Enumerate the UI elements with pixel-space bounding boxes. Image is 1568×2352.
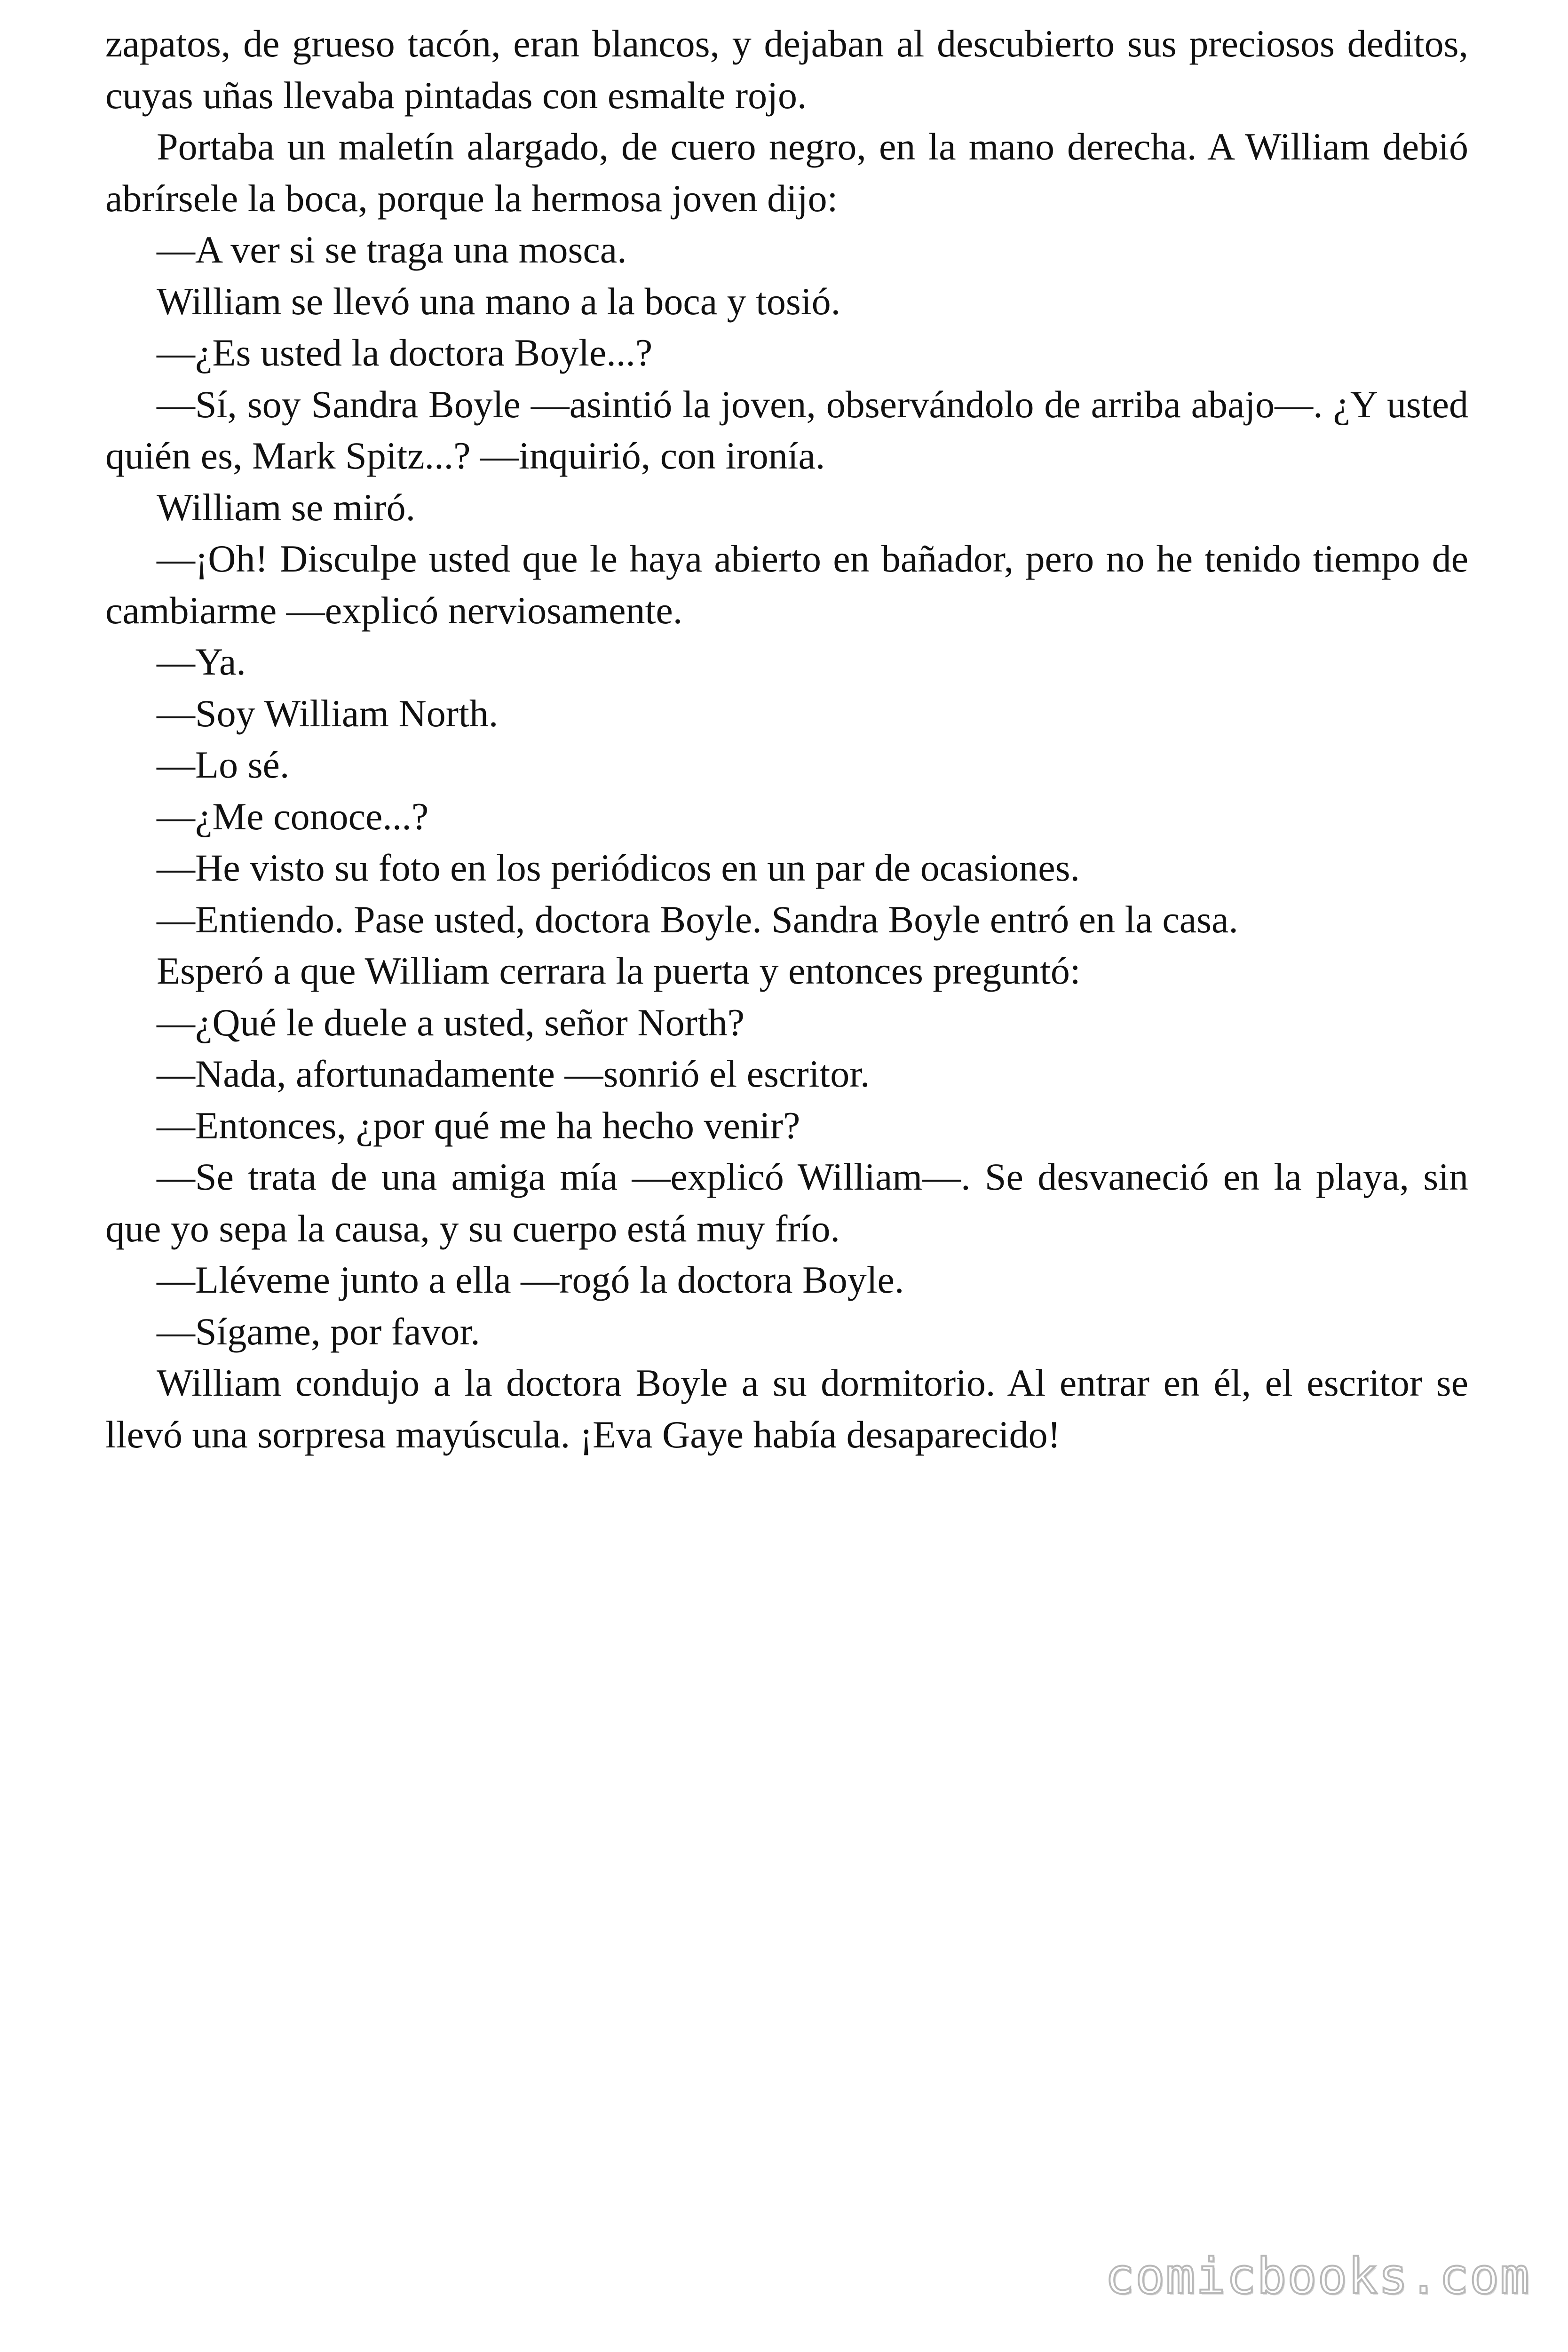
body-text <box>105 18 1468 1460</box>
paragraph: William se llevó una mano a la boca y tosió. <box>157 279 841 323</box>
paragraph: —¿Me conoce...? <box>157 795 429 838</box>
paragraph: Esperó a que William cerrara la puerta y entonces preguntó: <box>157 949 1081 992</box>
paragraph: —Soy William North. <box>157 691 499 735</box>
paragraph: —Sí, soy Sandra Boyle —asintió la joven, observándolo de arriba abajo—. ¿Y usted quién es, Mark Spitz...? —inquirió, con ironía. <box>105 382 1468 477</box>
paragraph-continuation: zapatos, de grueso tacón, eran blancos, y dejaban al descubierto sus preciosos deditos, cuyas uñas llevaba pintadas con esmalte rojo. <box>105 22 1468 117</box>
paragraph: —Lléveme junto a ella —rogó la doctora Boyle. <box>157 1258 904 1301</box>
paragraph: —¿Es usted la doctora Boyle...? <box>157 331 653 374</box>
watermark-logo: comicbooks.com <box>1105 2248 1530 2305</box>
paragraph: —¿Qué le duele a usted, señor North? <box>157 1001 745 1044</box>
paragraph: —Nada, afortunadamente —sonrió el escritor. <box>157 1052 870 1095</box>
paragraph: —Lo sé. <box>157 743 290 786</box>
paragraph: Portaba un maletín alargado, de cuero negro, en la mano derecha. A William debió abrírsele la boca, porque la hermosa joven dijo: <box>105 125 1468 220</box>
paragraph: —Sígame, por favor. <box>157 1310 480 1353</box>
paragraph: —A ver si se traga una mosca. <box>157 228 627 271</box>
paragraph: —Ya. <box>157 640 246 683</box>
paragraph: —Entonces, ¿por qué me ha hecho venir? <box>157 1104 800 1147</box>
paragraph: William condujo a la doctora Boyle a su dormitorio. Al entrar en él, el escritor se llevó una sorpresa mayúscula. ¡Eva Gaye había desaparecido! <box>105 1361 1468 1456</box>
paragraph: William se miró. <box>157 485 416 529</box>
paragraph: —Se trata de una amiga mía —explicó William—. Se desvaneció en la playa, sin que yo sepa la causa, y su cuerpo está muy frío. <box>105 1155 1468 1250</box>
paragraph: —Entiendo. Pase usted, doctora Boyle. Sandra Boyle entró en la casa. <box>157 898 1238 941</box>
paragraph: —He visto su foto en los periódicos en un par de ocasiones. <box>157 846 1080 889</box>
paragraph: —¡Oh! Disculpe usted que le haya abierto en bañador, pero no he tenido tiempo de cambiarme —explicó nerviosamente. <box>105 537 1468 632</box>
